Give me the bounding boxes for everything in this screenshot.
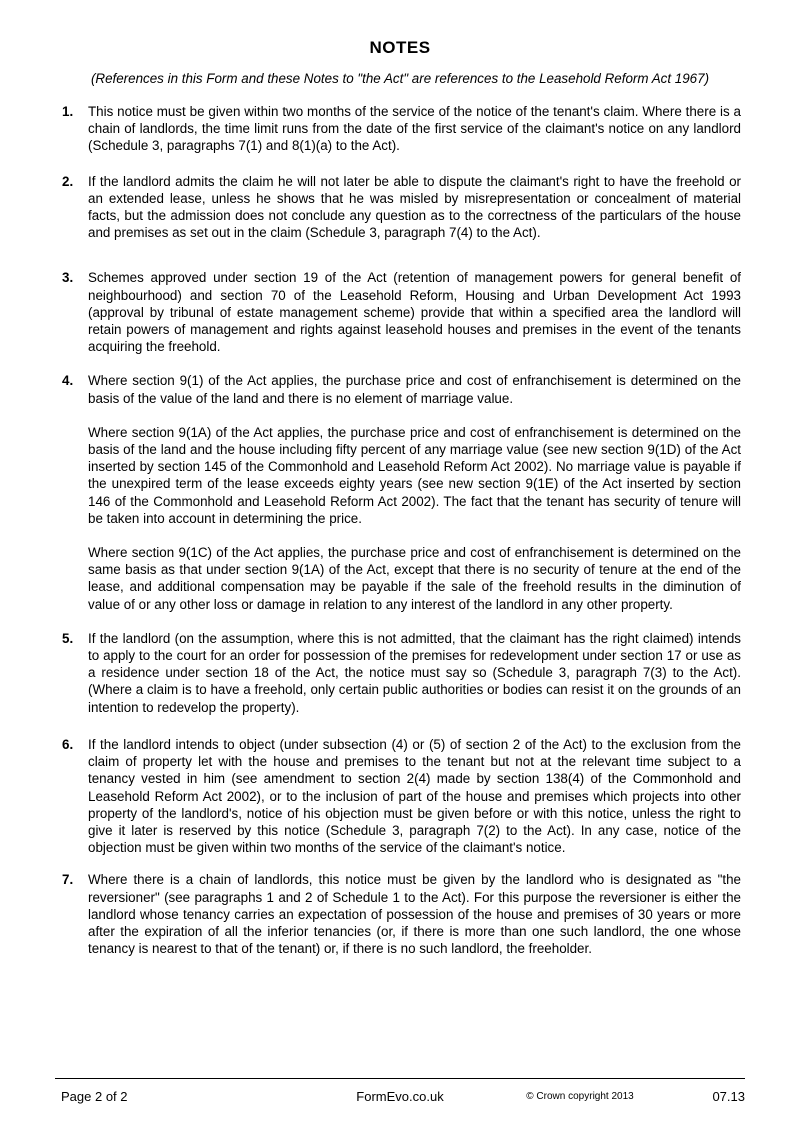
note-number: 6.	[62, 736, 74, 752]
note-number: 2.	[62, 173, 74, 189]
page-number-label: Page 2 of 2	[61, 1089, 128, 1104]
note-item-5	[62, 630, 741, 716]
note-body	[88, 630, 741, 716]
note-paragraph: If the landlord admits the claim he will not later be able to dispute the claimant's right to have the freehold or an extended lease, unless he shows that he was misled by misrepresentation or concealment of material facts, but the admission does not conclude any question as to the correctness of the particulars of the house and premises as set out in the claim (Schedule 3, paragraph 7(4) to the Act).	[88, 173, 741, 241]
note-paragraph: Schemes approved under section 19 of the Act (retention of management powers for general benefit of neighbourhood) and section 70 of the Leasehold Reform, Housing and Urban Development Act 1993 (approval by tribunal of estate management scheme) provide that within a specified area the landlord will retain powers of management and rights against leasehold houses and premises in the event of the tenants acquiring the freehold.	[88, 270, 741, 355]
note-item-1	[62, 103, 741, 155]
note-paragraph: Where section 9(1) of the Act applies, the purchase price and cost of enfranchisement is determined on the basis of the value of the land and there is no element of marriage value.	[88, 373, 741, 406]
note-number: 4.	[62, 373, 74, 389]
note-paragraph: This notice must be given within two months of the service of the notice of the tenant's claim. Where there is a chain of landlords, the time limit runs from the date of the first service of the claimant's notice on any landlord (Schedule 3, paragraphs 7(1) and 8(1)(a) to the Act).	[88, 104, 741, 154]
note-number: 3.	[62, 270, 74, 286]
note-body	[88, 173, 741, 242]
version-label: 07.13	[712, 1089, 745, 1104]
note-item-3	[62, 269, 741, 355]
note-body	[88, 372, 741, 612]
note-item-6	[62, 736, 741, 856]
notes-list	[0, 103, 800, 957]
copyright-label: © Crown copyright 2013	[526, 1091, 634, 1102]
act-reference-subtitle: (References in this Form and these Notes to "the Act" are references to the Leasehold Reform Act 1967)	[90, 71, 710, 86]
note-paragraph: Where section 9(1C) of the Act applies, the purchase price and cost of enfranchisement is determined on the same basis as that under section 9(1A) of the Act, except that there is no security of tenure at the end of the lease, and additional compensation may be payable if the sale of the freehold results in the diminution of value of or any other loss or damage in relation to any interest of the landlord in any other property.	[88, 545, 741, 612]
page-footer	[55, 1078, 745, 1114]
note-paragraph: If the landlord (on the assumption, where this is not admitted, that the claimant has the right claimed) intends to apply to the court for an order for possession of the premises for redevelopment under section 17 or use as a residence under section 18 of the Act, the notice must say so (Schedule 3, paragraph 7(3) to the Act). (Where a claim is to have a freehold, only certain public authorities or bodies can resist it on the grounds of an intention to redevelop the property).	[88, 630, 741, 715]
note-paragraph: If the landlord intends to object (under subsection (4) or (5) of section 2 of the Act) to the exclusion from the claim of property let with the house and premises to the tenant but not at the relevant time subject to a tenancy vested in him (see amendment to section 2(4) made by section 138(4) of the Commonhold and Leasehold Reform Act 2002), or to the inclusion of part of the house and premises which projects into other property of the landlord's, notice of his objection must be given before or with this notice, unless the right to give it later is reserved by this notice (Schedule 3, paragraph 7(2) to the Act). In any case, notice of the objection must be given within two months of the service of the claimant's notice.	[88, 736, 741, 856]
note-item-7	[62, 871, 741, 957]
note-item-2	[62, 173, 741, 242]
note-body	[88, 103, 741, 155]
note-body	[88, 871, 741, 957]
note-number: 7.	[62, 872, 74, 888]
note-number: 5.	[62, 630, 74, 646]
note-paragraph: Where there is a chain of landlords, this notice must be given by the landlord who is designated as "the reversioner" (see paragraphs 1 and 2 of Schedule 1 to the Act). For this purpose the reversioner is either the landlord whose tenancy carries an expectation of possession of the house and premises of 30 years or more after the expiration of all the inferior tenancies (or, if there is more than one such landlord, the one whose tenancy is nearest to that of the tenant) or, if there is no such landlord, the freeholder.	[88, 872, 741, 957]
note-paragraph: Where section 9(1A) of the Act applies, the purchase price and cost of enfranchisement is determined on the basis of the land and the house including fifty percent of any marriage value (see new section 9(1D) of the Act inserted by section 145 of the Commonhold and Leasehold Reform Act 2002). No marriage value is payable if the unexpired term of the lease exceeds eighty years (see new section 9(1E) of the Act inserted by section 146 of the Commonhold and Leasehold Reform Act 2002). The fact that the tenant has security of tenure will be taken into account in determining the price.	[88, 424, 741, 526]
note-body	[88, 269, 741, 355]
note-number: 1.	[62, 104, 74, 119]
page-title: NOTES	[369, 38, 431, 57]
brand-label: FormEvo.co.uk	[356, 1089, 444, 1104]
note-item-4	[62, 372, 741, 612]
note-body	[88, 736, 741, 856]
